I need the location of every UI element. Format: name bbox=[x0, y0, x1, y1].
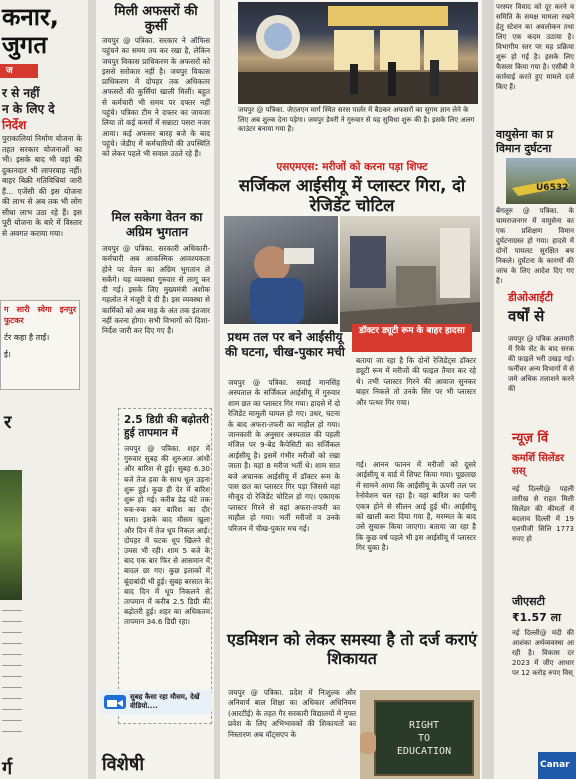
left-box-text-1: ग सारी स्वेगा इनपुर फुटकर bbox=[4, 305, 76, 325]
right-column bbox=[494, 0, 576, 779]
right-bottom-label: Canar bbox=[540, 760, 570, 770]
sarasa-parlour-photo bbox=[238, 2, 478, 104]
video-label: सुबह कैसा रहा मौसम, देखें वीडियो.... bbox=[130, 693, 200, 710]
left-column bbox=[0, 0, 88, 779]
admission-body: जयपुर @ पत्रिका. प्रदेश में निःशुल्क और अनिवार्य बाल शिक्षा का अधिकार अधिनियम (आरटीई) के तहत गैर सरकारी विद्यालयों में मुफ्त प्रवेश के लिए अभिभावकों की शिकायतों का निस्तारण अब वॉट्सएप के bbox=[228, 688, 356, 739]
col2-headline-2: मिल सकेगा वेतन का अग्रिम भुगतान bbox=[111, 210, 203, 239]
left-subhead-2: न के लिए दे bbox=[2, 102, 55, 116]
col2-body-2: जयपुर @ पत्रिका. सरकारी अधिकारी-कर्मचारी अब आकस्मिक आवश्यकता होने पर वेतन का अग्रिम भुगतान ले सकेंगे। यह व्यवस्था गुरुवार से लागू कर दी गई। इसके लिए मुख्यमंत्री अशोक गहलोत ने मंजूरी दे दी है। इस व्यवस्था से कार्मिकों को अब माह के अंत तक इंतजार नहीं करना होगा। सभी विभागों को दिशा-निर्देश जारी कर दिए गए हैं। bbox=[102, 244, 210, 336]
right-bottom-photo bbox=[538, 752, 576, 779]
icu-headline: सर्जिकल आईसीयू में प्लास्टर गिरा, दो रेजिडेंट चोटिल bbox=[238, 176, 466, 215]
right-headline-1: वायुसेना का प्र विमान दुर्घटना bbox=[496, 128, 553, 155]
left-box bbox=[0, 300, 80, 390]
right-headline-2: वर्षों से bbox=[508, 307, 545, 325]
col2-headline: मिली अफसरों की कुर्सी bbox=[114, 4, 198, 34]
left-headline-2: जुगत bbox=[2, 31, 47, 59]
svg-text:U6532: U6532 bbox=[536, 183, 569, 193]
right-body-3: जयपुर @ पत्रिक अलमारी में रिके सेंट के बाद सरक की फ़ाइलें भरी उखड़ गई। फर्नीचर अन्य विभागों में से जमे अधिक तलाशने करने की bbox=[508, 335, 574, 393]
board-text-3: EDUCATION bbox=[396, 745, 452, 757]
left-box-text-3: ई। bbox=[4, 350, 11, 359]
board-text-2: TO bbox=[417, 732, 431, 744]
icu-subheadline: प्रथम तल पर बने आईसीयू की घटना, चीख-पुकार मची bbox=[225, 330, 345, 359]
right-headline-3: कमर्शि सिलेंडर सस् bbox=[512, 453, 565, 477]
left-tag-2: र्ग bbox=[2, 758, 13, 779]
right-body-4: नई दिल्ली@ पहली तारीख से राहत मिली सिलेंडर की कीमतों में बदलाव दिल्ली में 19 एलपीजी सिलि 1773 रुपए हो bbox=[512, 485, 574, 543]
right-body-1: परस्पर विवाद को दूर करने व समिति के समक्ष मामला रखने हेतु स्टेशन का अवलोकन तथा लिए एक कदम उठाया है। विभागीय स्तर पर यह प्रक्रिया शुरू हो गई है। इसके लिए फैसला किया गया है। एसीबी ने कार्रवाई करते हुए मामले दर्ज किए हैं। bbox=[496, 3, 574, 91]
right-brand-label: न्यूज़ विं bbox=[512, 431, 549, 446]
right-headline-4: जीएसटी bbox=[512, 595, 545, 608]
icu-body-b: बताया जा रहा है कि दोनों रेजिडेंट्स डॉक्टर ड्यूटी रूम में मरीजों की फाइल तैयार कर रहे थे। तभी प्लास्टर गिरने की आवाज सुनकर बाहर निकले तो उनके सिर पर भी प्लास्टर और पत्थर गिर गया। bbox=[356, 356, 476, 407]
icu-room-photo bbox=[340, 216, 480, 332]
right-body-2: बेंगलूरु @ पत्रिका. के चामराजनगर में वायुसेना का एक प्रशिक्षण विमान दुर्घटनाग्रस्त हो गया। हादसे में दोनों पायलट सुरक्षित बच निकले। दुर्घटना के कारणों की जांच के लिए आदेश दिए गए हैं। bbox=[496, 207, 574, 285]
sms-kicker: एसएमएस: मरीजों को करना पड़ा शिफ्ट bbox=[276, 161, 428, 173]
right-body-5: नई दिल्ली@ मंदी की आशंका अर्थव्यवस्था आ रही है। विकास दर 2023 में जीए आधार पर 12 करोड़ रुपए विस् bbox=[512, 629, 574, 677]
left-box-text-2: र्टर कहा है ताईं। bbox=[4, 333, 50, 342]
icu-body-c: गई। आनन फानन में मरीजों को दूसरे आईसीयू व वार्ड में शिफ्ट किया गया। पूछताछ में सामने आया कि आईसीयू के ऊपरी तल पर रेनोवेशन चल रहा है। वहां बारिश का पानी एकत्र होने से सीलन आई हुई थी। आईसीयू को खाली करा दिया गया है, मरम्मत के बाद उसे सुचारू किया जाएगा। बताया जा रहा है कि कुछ वर्ष पहले भी इस आईसीयू में प्लास्टर गिर चुका है। bbox=[356, 460, 476, 553]
left-headline-1: कनार, bbox=[2, 3, 59, 31]
aircraft-crash-photo bbox=[506, 158, 576, 204]
left-letter: र bbox=[4, 412, 12, 433]
left-body: पुराकालियां निर्माण योजना के तहत सरकार योजनाओं का भी। इसके बाद भी वहां की दुकानदार भी लापरवाह नहीं। बाहर बिक्री गतिविधियां जारी हैं... एजेंसी की इस योजना की लाभ से अब तक भी लोग सीधा लाभ उठा रहे हैं। इस पूरी योजना के बारे में विस्तार से अवगत कराया गया। bbox=[2, 134, 82, 238]
col2-body-1: जयपुर @ पत्रिका. सरकार ने ऑफिस पहुंचने का समय तय कर रखा है, लेकिन जयपुर विकास प्राधिकरण के अफसरों को इससे सरोकार नहीं है। जयपुर विकास प्राधिकरण में दोपहर तक अधिकतर अफसरों की कुर्सियां खाली मिलीं। बहुत से कर्मचारी भी समय पर दफ्तर नहीं पहुंचे। पत्रिका टीम ने दफ्तर का जायजा लिया तो कई कमरों में सन्नाटा पसरा नजर आया। कई अफसर बारह बजे के बाद पहुंचे। जेडीए में कर्मचारियों की उपस्थिति को लेकर पहले भी सवाल उठते रहे हैं। bbox=[102, 36, 210, 159]
left-body-2 bbox=[2, 610, 22, 740]
column-3 bbox=[220, 0, 482, 779]
right-tag: डीओआईटी bbox=[508, 291, 554, 304]
left-tree-photo bbox=[0, 470, 22, 600]
icu-body-a: जयपुर @ पत्रिका. सवाई मानसिंह अस्पताल के सर्जिकल आईसीयू में गुरुवार शाम छत का प्लास्टर गिर गया। हादसे में दो रेजिडेंट मामूली घायल हो गए। उधर, घटना के बाद अफरा-तफरी का माहौल हो गया। जानकारी के अनुसार अस्पताल की पहली मंजिल पर 9-बेड कैपेसिटी का सर्जिकल आईसीयू है। इसमें गंभीर मरीजों को रखा जाता है। यहां 8 मरीज भर्ती थे। शाम सात बजे अचानक आईसीयू में डॉक्टर रूम के पास छत का प्लास्टर गिर पड़ा जिससे वहां मौजूद दो रेजिडेंट चोटिल हो गए। एकाएक प्लास्टर गिरने से वहां अफरा-तफरी का माहौल हो गया। भर्ती मरीजों व उनके परिजन में चीख-पुकार मच गई। bbox=[228, 378, 340, 533]
col2-bottom-text: विशेषी bbox=[102, 754, 144, 775]
hand-shape bbox=[360, 732, 376, 754]
board-text-1: RIGHT bbox=[408, 719, 440, 731]
left-tag: ज bbox=[0, 64, 38, 78]
temperature-body: जयपुर @ पत्रिका. शहर में गुरुवार सुबह की शुरुआत आंधी और बारिश से हुई। सुबह 6.30 बजे तेज हवा के साथ धूल उड़ना शुरू हुई। कुछ ही देर में बारिश शुरू हो गई। करीब डेढ़ घंटे तक रुक-रुक कर बारिश का दौर चला। इसके बाद मौसम खुला और दिन में तेज धूप निकल आई। दोपहर में चटक धूप खिलने से उमस भी रही। शाम 5 बजे के बाद एक बार फिर से आसमान में बादल छा गए। कुछ इलाकों में बूंदाबांदी भी हुई। सुबह बरसात के बाद दिन में धूप निकलने से तापमान में करीब 2.5 डिग्री की बढ़ोतरी हुई। शहर का अधिकतम तापमान 34.6 डिग्री रहा। bbox=[124, 444, 210, 627]
admission-headline: एडमिशन को लेकर समस्या है तो दर्ज कराएं शिकायत bbox=[227, 630, 477, 668]
icu-photo-label: डॉक्टर ड्यूटी रूम के बाहर हादसा bbox=[352, 324, 472, 352]
video-link[interactable] bbox=[100, 690, 212, 714]
right-to-education-photo bbox=[360, 690, 480, 779]
left-subhead-3: निर्देश bbox=[2, 118, 27, 132]
left-subhead-1: र से नहीं bbox=[2, 86, 40, 100]
column-2 bbox=[96, 0, 214, 779]
top-photo-caption: जयपुर @ पत्रिका. जेएलएन मार्ग स्थित सरस पार्लर में बैठकर अफसरों का सुगम ज्ञान लेने के लिए अब शुल्क देना पड़ेगा। जयपुर डेयरी ने गुरुवार से यह सुविधा शुरू की है। इसके लिए अलग काउंटर बनाया गया है। bbox=[238, 106, 475, 133]
video-camera-icon bbox=[104, 695, 126, 709]
education-board bbox=[374, 700, 474, 776]
temperature-headline: 2.5 डिग्री की बढ़ोतरी हुई तापमान में bbox=[124, 414, 209, 439]
doctor-photo bbox=[224, 216, 338, 324]
right-amount: ₹1.57 ला bbox=[512, 611, 561, 624]
